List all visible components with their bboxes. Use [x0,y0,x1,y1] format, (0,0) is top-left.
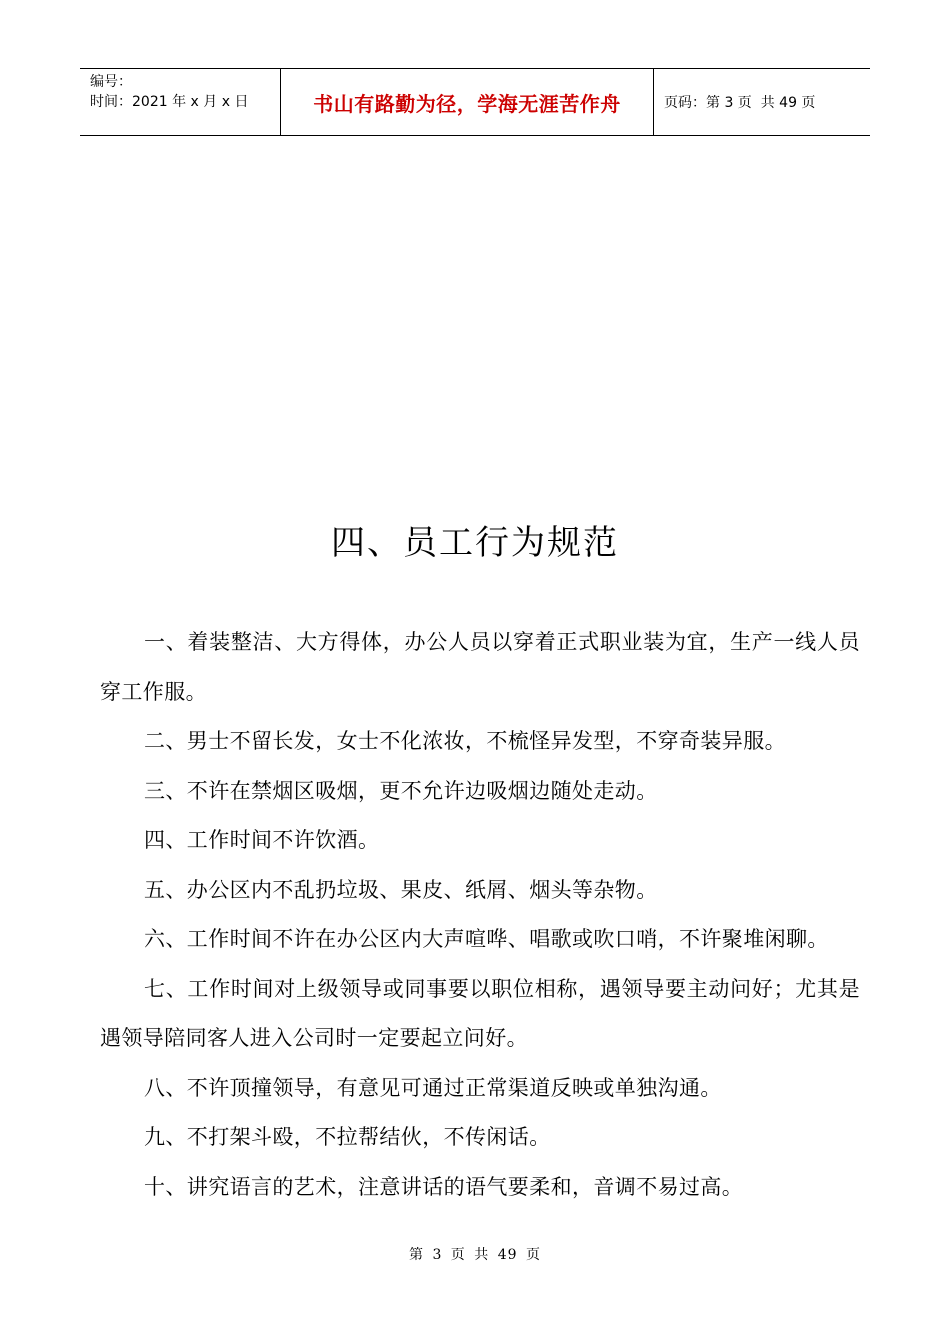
document-header [80,68,870,136]
paragraph: 九、不打架斗殴，不拉帮结伙，不传闲话。 [144,1125,551,1149]
header-time-label: 时间：2021 年 x 月 x 日 [90,94,249,110]
paragraph: 一、着装整洁、大方得体，办公人员以穿着正式职业装为宜，生产一线人员穿工作服。 [100,630,860,704]
header-page-info: 页码：第 3 页 共 49 页 [664,95,816,111]
header-motto: 书山有路勤为径，学海无涯苦作舟 [281,69,654,135]
page-footer: 第 3 页 共 49 页 [409,1247,541,1263]
paragraph: 八、不许顶撞领导，有意见可通过正常渠道反映或单独沟通。 [144,1075,722,1100]
paragraph: 四、工作时间不许饮酒。 [144,828,380,852]
header-meta-cell [80,69,281,135]
paragraph: 七、工作时间对上级领导或同事要以职位相称，遇领导要主动问好；尤其是遇领导陪同客人进入公司时一定要起立问好。 [100,976,860,1050]
document-body [100,618,860,1212]
header-number-label: 编号： [90,74,132,90]
page-title: 四、员工行为规范 [331,523,619,563]
paragraph: 二、男士不留长发，女士不化浓妆，不梳怪异发型，不穿奇装异服。 [144,729,786,753]
paragraph: 十、讲究语言的艺术，注意讲话的语气要柔和，音调不易过高。 [144,1174,744,1199]
paragraph: 三、不许在禁烟区吸烟，更不允许边吸烟边随处走动。 [144,778,658,803]
paragraph: 六、工作时间不许在办公区内大声喧哗、唱歌或吹口哨，不许聚堆闲聊。 [144,927,829,951]
paragraph: 五、办公区内不乱扔垃圾、果皮、纸屑、烟头等杂物。 [144,877,658,902]
